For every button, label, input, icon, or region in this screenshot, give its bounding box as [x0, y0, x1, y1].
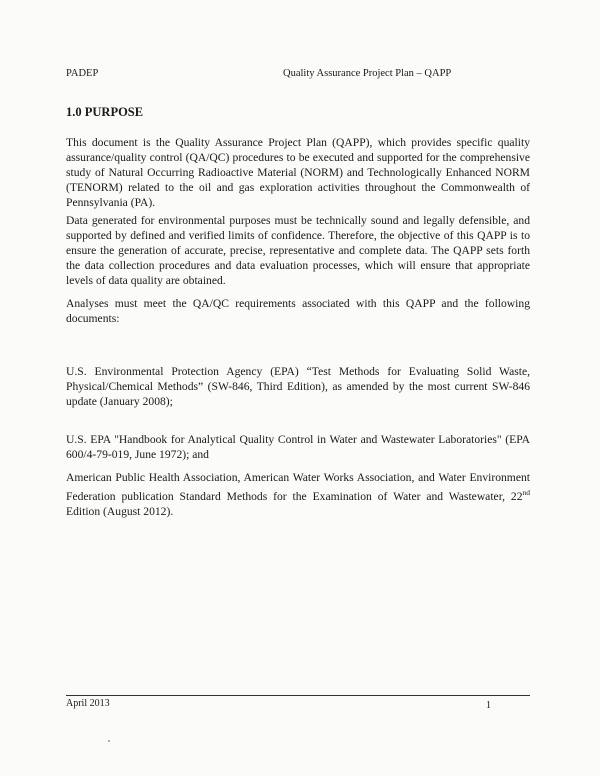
purpose-paragraph-1: This document is the Quality Assurance Project Plan (QAPP), which provides specific quality assurance/quality control (QA/QC) procedures to be executed and supported for the comprehensive study of Natural Occurring Radioactive Material (NORM) and Technologically Enhanced NORM (TENORM) related to the oil and gas exploration activities throughout the Commonwealth of Pennsylvania (PA). — [66, 136, 530, 209]
reference-standard-methods-tail: Edition (August 2012). — [66, 504, 174, 518]
purpose-paragraph-2: Data generated for environmental purposes must be technically sound and legally defensible, and supported by defined and verified limits of confidence. Therefore, the objective of this QAPP is to ensure the generation of accurate, precise, representative and complete data. The QAPP sets forth the data collection procedures and data evaluation processes, which will ensure that appropriate levels of data quality are obtained. — [66, 214, 530, 287]
page-number: 1 — [486, 700, 491, 711]
reference-standard-methods-text: American Public Health Association, American Water Works Association, and Water Environment Federation publication Standard Methods for the Examination of Water and Wastewater, 22 — [66, 471, 530, 503]
section-title: 1.0 PURPOSE — [66, 105, 144, 119]
requirements-intro-paragraph: Analyses must meet the QA/QC requirements associated with this QAPP and the following documents: — [66, 297, 530, 325]
header-agency: PADEP — [66, 68, 99, 79]
edition-ordinal-superscript: nd — [522, 488, 530, 497]
reference-standard-methods — [66, 470, 530, 519]
footer-date: April 2013 — [66, 698, 110, 709]
footer-divider — [66, 695, 530, 696]
header-document-title: Quality Assurance Project Plan – QAPP — [283, 68, 452, 79]
reference-epa-handbook: U.S. EPA "Handbook for Analytical Quality Control in Water and Wastewater Laboratories" (EPA 600/4-79-019, June 1972); and — [66, 433, 530, 461]
scan-speck — [108, 740, 110, 742]
reference-epa-sw846: U.S. Environmental Protection Agency (EPA) “Test Methods for Evaluating Solid Waste, Physical/Chemical Methods” (SW-846, Third Edition), as amended by the most current SW-846 update (January 2008); — [66, 365, 530, 408]
